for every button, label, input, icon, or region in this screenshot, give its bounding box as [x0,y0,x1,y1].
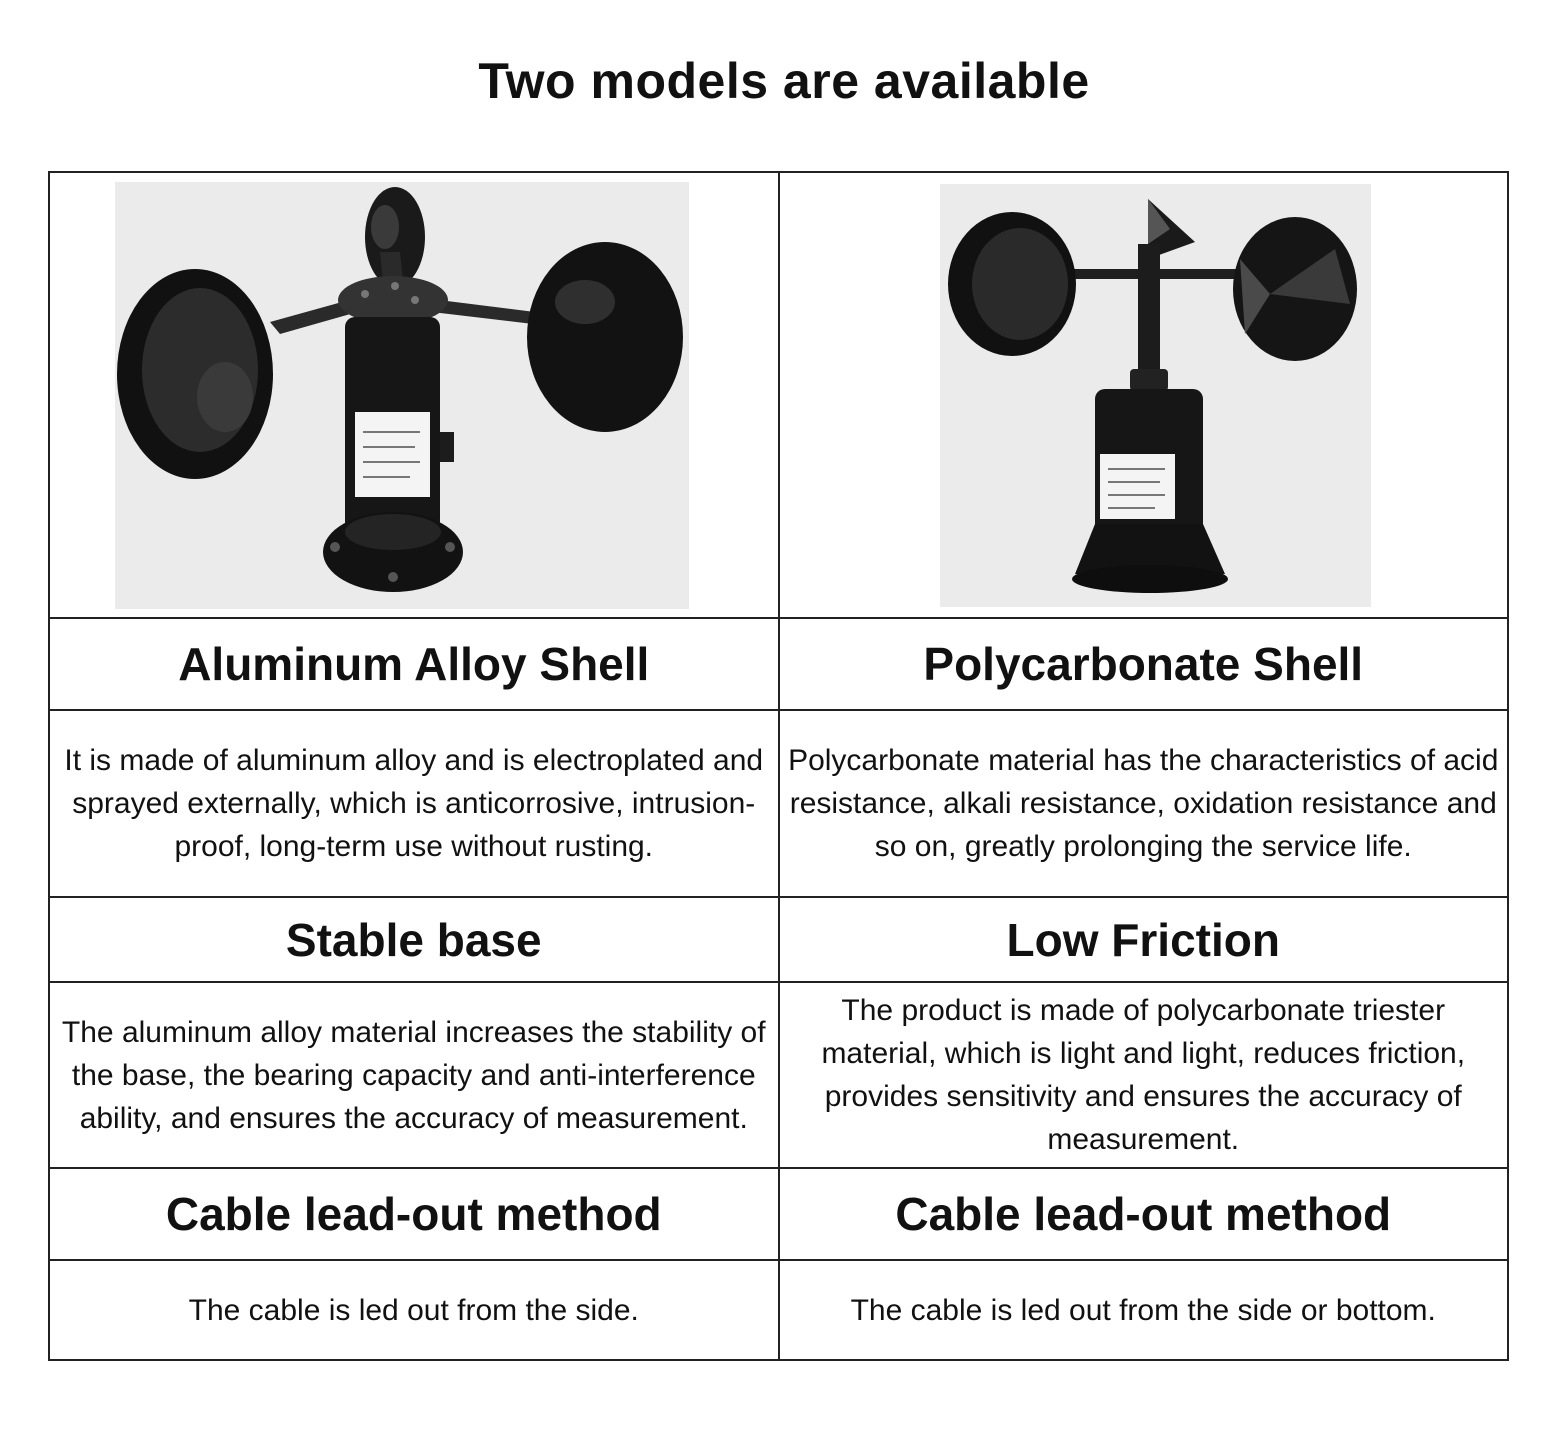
left-image-cell [49,172,779,618]
heading-row-cable [49,1168,1508,1260]
polycarbonate-anemometer-image [940,184,1371,607]
heading-cable-right: Cable lead-out method [779,1168,1509,1260]
right-image-cell [779,172,1509,618]
desc-cable-left: The cable is led out from the side. [49,1260,779,1360]
heading-aluminum-shell: Aluminum Alloy Shell [49,618,779,710]
desc-cable-right: The cable is led out from the side or bottom. [779,1260,1509,1360]
comparison-table [48,171,1509,1361]
desc-stable-base: The aluminum alloy material increases the stability of the base, the bearing capacity and anti-interference ability, and ensures the accuracy of measurement. [49,982,779,1168]
desc-row-feature [49,982,1508,1168]
image-row [49,172,1508,618]
desc-polycarbonate-shell: Polycarbonate material has the characteristics of acid resistance, alkali resistance, oxidation resistance and so on, greatly prolonging the service life. [779,710,1509,897]
heading-row-shell [49,618,1508,710]
desc-row-shell [49,710,1508,897]
aluminum-anemometer-image [115,182,689,609]
page-title: Two models are available [478,53,1090,109]
heading-polycarbonate-shell: Polycarbonate Shell [779,618,1509,710]
desc-aluminum-shell: It is made of aluminum alloy and is electroplated and sprayed externally, which is anticorrosive, intrusion-proof, long-term use without rusting. [49,710,779,897]
heading-cable-left: Cable lead-out method [49,1168,779,1260]
heading-row-feature [49,897,1508,982]
desc-row-cable [49,1260,1508,1360]
heading-stable-base: Stable base [49,897,779,982]
heading-low-friction: Low Friction [779,897,1509,982]
desc-low-friction: The product is made of polycarbonate triester material, which is light and light, reduces friction, provides sensitivity and ensures the accuracy of measurement. [779,982,1509,1168]
